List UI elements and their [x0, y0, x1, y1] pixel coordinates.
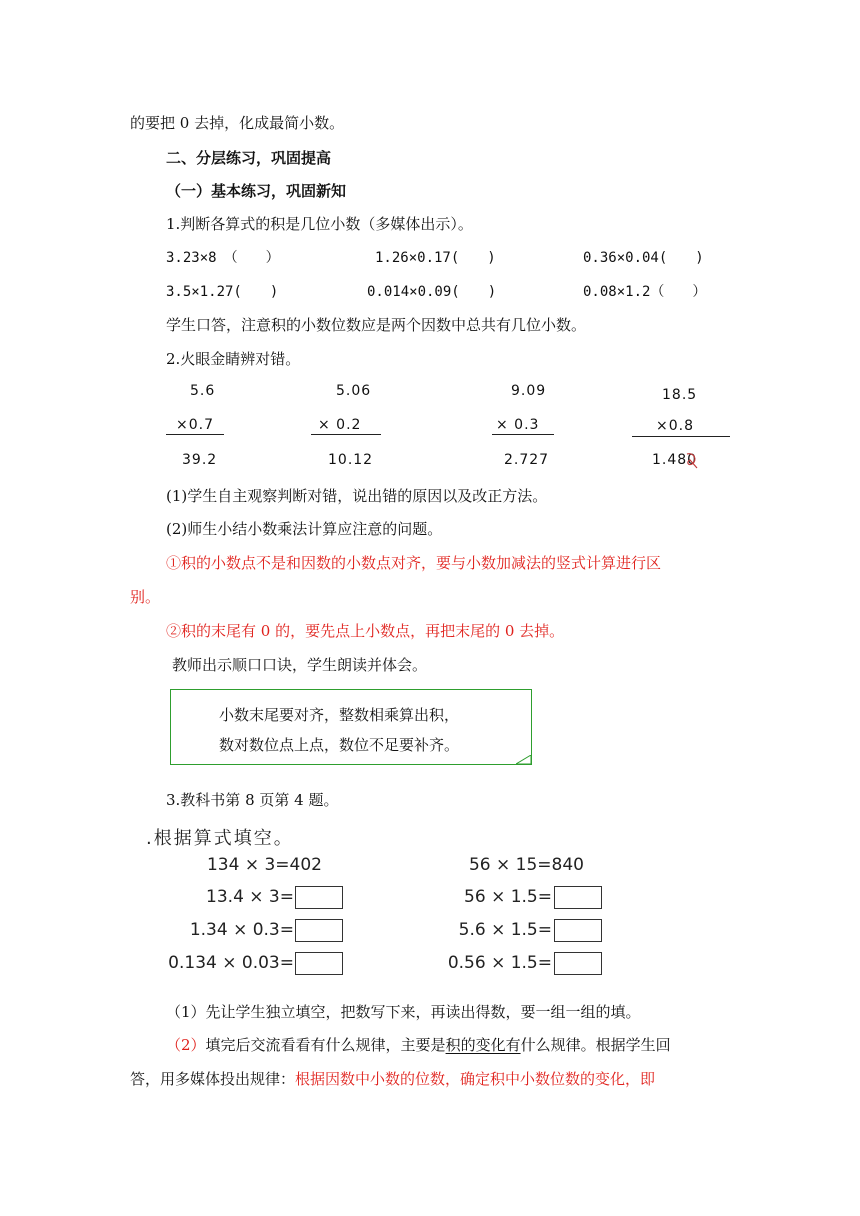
- teacher-note: 教师出示顺口口诀，学生朗读并体会。: [172, 656, 428, 674]
- answer-box[interactable]: [295, 952, 343, 975]
- equation: 1.34 × 0.3=: [189, 920, 294, 940]
- judge-item: 0.08×1.2（ ）: [583, 284, 707, 300]
- highlight-text: 根据因数中小数的位数，确定积中小数位数的变化，即: [295, 1070, 656, 1088]
- equation: 56 × 1.5=: [464, 887, 552, 907]
- text-line: [130, 1068, 655, 1089]
- section-heading: 二、分层练习，巩固提高: [166, 149, 332, 167]
- judge-item: 1.26×0.17( ): [375, 250, 496, 266]
- answer-box[interactable]: [554, 886, 602, 909]
- underlined-text: 积的变化有: [445, 1036, 521, 1054]
- highlight-rule: ②积的末尾有 0 的，要先点上小数点，再把末尾的 0 去掉。: [166, 622, 565, 640]
- calc-result: 10.12: [328, 452, 374, 468]
- calc-top: 18.5: [662, 387, 698, 403]
- highlight-rule: ①积的小数点不是和因数的小数点对齐，要与小数加减法的竖式计算进行区: [166, 554, 662, 572]
- equation: 134 × 3=402: [206, 855, 322, 875]
- answer-box[interactable]: [554, 952, 602, 975]
- text-line: 的要把 0 去掉，化成最简小数。: [130, 114, 345, 132]
- question-3: 3.教科书第 8 页第 4 题。: [166, 791, 339, 809]
- exercise-title: .根据算式填空。: [146, 828, 294, 849]
- equation: 56 × 15=840: [468, 855, 584, 875]
- calc-top: 9.09: [511, 383, 547, 399]
- sub-item: （1）先让学生独立填空，把数写下来，再读出得数，要一组一组的填。: [166, 1003, 641, 1021]
- judge-item: 3.23×8 （ ）: [166, 250, 280, 266]
- question-1: 1.判断各算式的积是几位小数（多媒体出示）。: [166, 215, 473, 233]
- item-number: （2）: [166, 1036, 206, 1054]
- highlight-rule-cont: 别。: [130, 588, 161, 606]
- sub-item: [166, 1034, 671, 1055]
- calc-multiplier: × 0.2: [318, 417, 362, 433]
- fold-corner: [516, 755, 532, 765]
- calc-result: 39.2: [182, 452, 218, 468]
- calc-result: 2.727: [504, 452, 550, 468]
- equation: 0.56 × 1.5=: [447, 953, 552, 973]
- answer-box[interactable]: [554, 919, 602, 942]
- sub-item: (2)师生小结小数乘法计算应注意的问题。: [166, 520, 443, 538]
- calc-top: 5.06: [336, 383, 372, 399]
- text-span: 答，用多媒体投出规律：: [130, 1070, 296, 1088]
- equation: 13.4 × 3=: [206, 887, 294, 907]
- text-span: 填完后交流看看有什么规律，主要是: [205, 1036, 446, 1054]
- sub-heading: （一）基本练习，巩固新知: [166, 182, 347, 200]
- judge-item: 0.014×0.09( ): [367, 284, 497, 300]
- rhyme-line: 数对数位点上点，数位不足要补齐。: [219, 736, 460, 754]
- calc-multiplier: × 0.3: [496, 417, 540, 433]
- equation: 0.134 × 0.03=: [168, 953, 294, 973]
- answer-note: 学生口答，注意积的小数位数应是两个因数中总共有几位小数。: [166, 316, 587, 334]
- calc-multiplier: ×0.8: [656, 418, 694, 434]
- calc-result: 1.480: [652, 452, 698, 468]
- correction-mark: [684, 450, 700, 470]
- rhyme-box: [170, 689, 532, 765]
- question-2: 2.火眼金睛辨对错。: [166, 350, 301, 368]
- text-span: 什么规律。根据学生回: [520, 1036, 671, 1054]
- calc-top: 5.6: [190, 383, 216, 399]
- answer-box[interactable]: [295, 886, 343, 909]
- judge-item: 0.36×0.04( ): [583, 250, 704, 266]
- calc-multiplier: ×0.7: [176, 417, 214, 433]
- sub-item: (1)学生自主观察判断对错，说出错的原因以及改正方法。: [166, 487, 548, 505]
- rhyme-line: 小数末尾要对齐，整数相乘算出积，: [219, 706, 460, 724]
- equation: 5.6 × 1.5=: [458, 920, 552, 940]
- judge-item: 3.5×1.27( ): [166, 284, 279, 300]
- answer-box[interactable]: [295, 919, 343, 942]
